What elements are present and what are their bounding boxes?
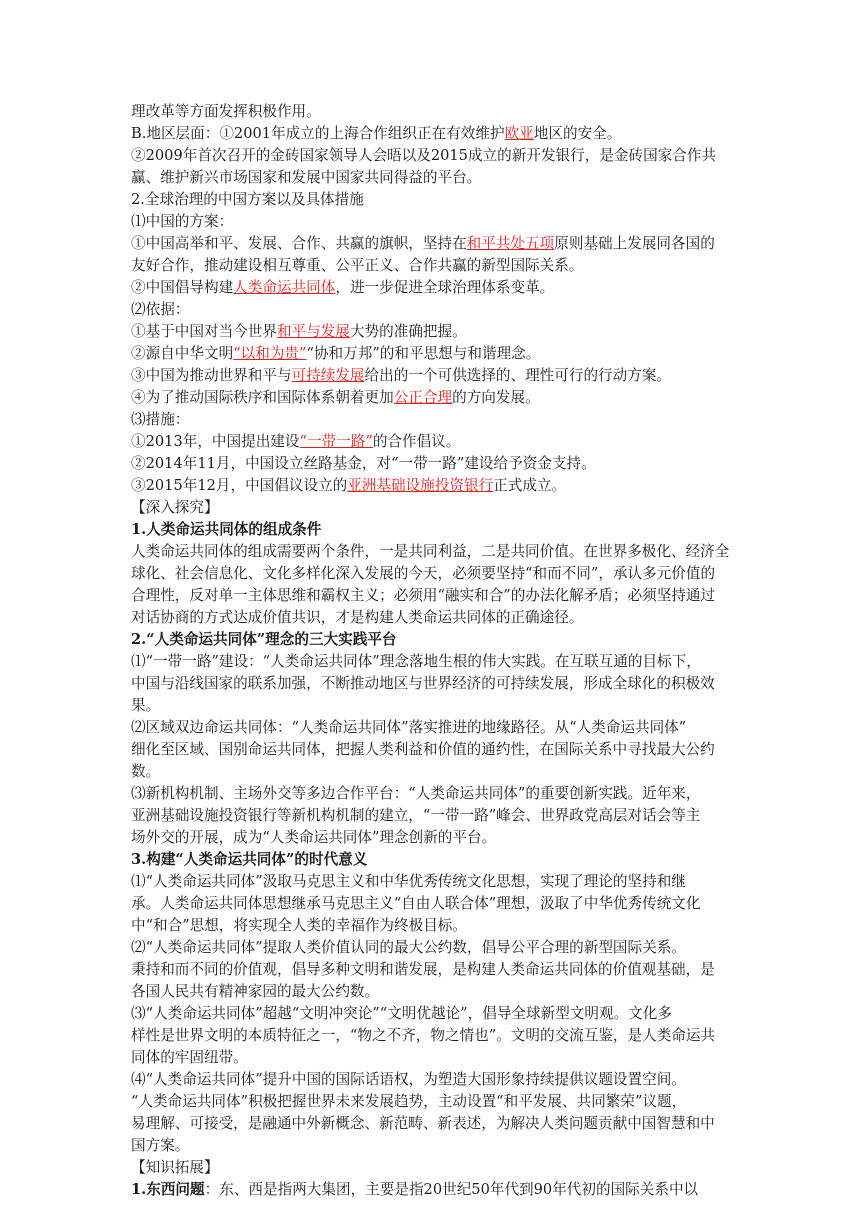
highlight-keyword: 人类命运共同体	[233, 279, 336, 296]
text-line	[131, 893, 731, 915]
text-segment: “协和万邦”的和平思想与和谐理念。	[306, 345, 541, 362]
text-segment: ⑶措施：	[131, 411, 190, 428]
text-line	[131, 233, 731, 255]
text-segment: 球化、社会信息化、文化多样化深入发展的今天，必须要坚持“和而不同”，承认多元价值的	[131, 565, 716, 582]
text-segment: 各国人民共有精神家园的最大公约数。	[131, 983, 380, 1000]
text-segment: ⑴中国的方案：	[131, 213, 234, 230]
text-segment: ①基于中国对当今世界	[131, 323, 277, 340]
text-line	[131, 1157, 731, 1179]
text-segment: ⑵区域双边命运共同体：“人类命运共同体”落实推进的地缘路径。从“人类命运共同体”	[131, 719, 687, 736]
text-line	[131, 123, 731, 145]
paragraph	[131, 211, 731, 233]
highlight-keyword: 和平共处五项	[466, 235, 555, 252]
text-line	[131, 981, 731, 1003]
text-segment: 正式成立。	[493, 477, 567, 494]
paragraph	[131, 233, 731, 277]
paragraph	[131, 1069, 731, 1157]
document-page	[131, 101, 731, 1201]
text-line	[131, 805, 731, 827]
text-segment: 2.全球治理的中国方案以及具体措施	[131, 191, 364, 208]
text-segment: ③2015年12月，中国倡议设立的	[131, 477, 348, 494]
text-segment: 承。人类命运共同体思想继承马克思主义“自由人联合体”理想，汲取了中华优秀传统文化	[131, 895, 701, 912]
text-line	[131, 211, 731, 233]
text-segment: 的合作倡议。	[372, 433, 461, 450]
text-line	[131, 519, 731, 541]
text-line	[131, 849, 731, 871]
text-line	[131, 629, 731, 651]
text-segment: “人类命运共同体”积极把握世界未来发展趋势，主动设置“和平发展、共同繁荣”议题，	[131, 1093, 687, 1110]
text-segment: 【知识拓展】	[131, 1159, 219, 1176]
text-segment: 原则基础上发展同各国的	[554, 235, 715, 252]
paragraph	[131, 343, 731, 365]
text-segment: 细化至区域、国别命运共同体，把握人类利益和价值的通约性，在国际关系中寻找最大公约	[131, 741, 715, 758]
text-line	[131, 1091, 731, 1113]
highlight-keyword: “一带一路”	[299, 433, 373, 450]
text-segment: ⑴“人类命运共同体”汲取马克思主义和中华优秀传统文化思想，实现了理论的坚持和继	[131, 873, 686, 890]
paragraph	[131, 1003, 731, 1069]
text-line	[131, 145, 731, 167]
text-segment: 理改革等方面发挥积极作用。	[131, 103, 321, 120]
paragraph	[131, 497, 731, 519]
text-segment: 易理解、可接受，是融通中外新概念、新范畴、新表述，为解决人类问题贡献中国智慧和中	[131, 1115, 715, 1132]
text-segment: ②2014年11月，中国设立丝路基金，对“一带一路”建设给予资金支持。	[131, 455, 596, 472]
text-line	[131, 167, 731, 189]
text-line	[131, 387, 731, 409]
text-line	[131, 761, 731, 783]
text-line	[131, 915, 731, 937]
text-line	[131, 1047, 731, 1069]
text-line	[131, 607, 731, 629]
highlight-keyword: 公正合理	[393, 389, 453, 406]
text-line	[131, 673, 731, 695]
text-line	[131, 827, 731, 849]
text-segment: ④为了推动国际秩序和国际体系朝着更加	[131, 389, 394, 406]
text-line	[131, 321, 731, 343]
text-segment: ②2009年首次召开的金砖国家领导人会晤以及2015成立的新开发银行，是金砖国家合作共	[131, 147, 717, 164]
paragraph	[131, 717, 731, 783]
text-line	[131, 959, 731, 981]
text-segment: 场外交的开展，成为“人类命运共同体”理念创新的平台。	[131, 829, 497, 846]
text-line	[131, 695, 731, 717]
text-line	[131, 585, 731, 607]
text-segment: ⑵依据：	[131, 301, 190, 318]
text-segment: 友好合作，推动建设相互尊重、公平正义、合作共赢的新型国际关系。	[131, 257, 584, 274]
text-line	[131, 739, 731, 761]
text-line	[131, 563, 731, 585]
paragraph	[131, 1179, 731, 1201]
paragraph	[131, 1157, 731, 1179]
text-line	[131, 937, 731, 959]
text-line	[131, 1025, 731, 1047]
text-segment: ，进一步促进全球治理体系变革。	[335, 279, 555, 296]
text-segment: 2.“人类命运共同体”理念的三大实践平台	[131, 631, 397, 648]
paragraph	[131, 145, 731, 189]
text-segment: 中国与沿线国家的联系加强，不断推动地区与世界经济的可持续发展，形成全球化的积极效	[131, 675, 715, 692]
section-heading	[131, 629, 731, 651]
text-segment: ：东、西是指两大集团，主要是指20世纪50年代到90年代初的国际关系中以	[204, 1181, 699, 1198]
text-line	[131, 717, 731, 739]
text-segment: 秉持和而不同的价值观，倡导多种文明和谐发展，是构建人类命运共同体的价值观基础，是	[131, 961, 715, 978]
text-segment: 【深入探究】	[131, 499, 219, 516]
text-segment: 的方向发展。	[452, 389, 540, 406]
text-line	[131, 431, 731, 453]
text-segment: 亚洲基础设施投资银行等新机构机制的建立，“一带一路”峰会、世界政党高层对话会等主	[131, 807, 701, 824]
text-segment: ③中国为推动世界和平与	[131, 367, 292, 384]
text-segment: 1.人类命运共同体的组成条件	[131, 521, 322, 538]
section-heading	[131, 849, 731, 871]
text-segment: ⑶“人类命运共同体”超越“文明冲突论”“文明优越论”，倡导全球新型文明观。文化多	[131, 1005, 672, 1022]
text-segment: 大势的准确把握。	[349, 323, 467, 340]
text-segment: 国方案。	[131, 1137, 190, 1154]
text-line	[131, 255, 731, 277]
text-line	[131, 365, 731, 387]
text-segment: B.地区层面：①2001年成立的上海合作组织正在有效维护	[131, 125, 505, 142]
highlight-keyword: 欧亚	[504, 125, 534, 142]
paragraph	[131, 365, 731, 387]
section-heading	[131, 519, 731, 541]
text-line	[131, 343, 731, 365]
text-line	[131, 1003, 731, 1025]
paragraph	[131, 321, 731, 343]
text-segment: ②中国倡导构建	[131, 279, 234, 296]
text-line	[131, 453, 731, 475]
text-segment: 中“和合”思想，将实现全人类的幸福作为终极目标。	[131, 917, 467, 934]
text-segment: 样性是世界文明的本质特征之一，“物之不齐，物之情也”。文明的交流互鉴，是人类命运共	[131, 1027, 716, 1044]
text-segment: ⑴“一带一路”建设：“人类命运共同体”理念落地生根的伟大实践。在互联互通的目标下，	[131, 653, 701, 670]
highlight-keyword: “以和为贵”	[233, 345, 307, 362]
text-segment: 人类命运共同体的组成需要两个条件，一是共同利益，二是共同价值。在世界多极化、经济全	[131, 543, 730, 560]
text-segment: 合理性，反对单一主体思维和霸权主义；必须用“融实和合”的办法化解矛盾；必须坚持通过	[131, 587, 716, 604]
paragraph	[131, 541, 731, 629]
paragraph	[131, 937, 731, 1003]
text-line	[131, 189, 731, 211]
paragraph	[131, 123, 731, 145]
paragraph	[131, 277, 731, 299]
paragraph	[131, 101, 731, 123]
highlight-keyword: 可持续发展	[291, 367, 365, 384]
text-line	[131, 497, 731, 519]
text-line	[131, 651, 731, 673]
text-segment: 对话协商的方式达成价值共识，才是构建人类命运共同体的正确途径。	[131, 609, 584, 626]
text-line	[131, 1113, 731, 1135]
paragraph	[131, 453, 731, 475]
text-line	[131, 475, 731, 497]
text-line	[131, 783, 731, 805]
paragraph	[131, 475, 731, 497]
paragraph	[131, 431, 731, 453]
paragraph	[131, 409, 731, 431]
text-line	[131, 1179, 731, 1201]
highlight-keyword: 亚洲基础设施投资银行	[347, 477, 494, 494]
text-line	[131, 277, 731, 299]
paragraph	[131, 387, 731, 409]
text-line	[131, 1069, 731, 1091]
paragraph	[131, 299, 731, 321]
text-segment: ②源自中华文明	[131, 345, 234, 362]
text-segment: 3.构建“人类命运共同体”的时代意义	[131, 851, 368, 868]
text-line	[131, 1135, 731, 1157]
text-segment: 同体的牢固纽带。	[131, 1049, 248, 1066]
text-segment: ⑵“人类命运共同体”提取人类价值认同的最大公约数，倡导公平合理的新型国际关系。	[131, 939, 686, 956]
text-segment: ⑷“人类命运共同体”提升中国的国际话语权，为塑造大国形象持续提供议题设置空间。	[131, 1071, 686, 1088]
text-line	[131, 101, 731, 123]
term-label: 1.东西问题	[131, 1181, 205, 1198]
text-line	[131, 299, 731, 321]
text-segment: ①2013年，中国提出建设	[131, 433, 300, 450]
text-line	[131, 871, 731, 893]
paragraph	[131, 783, 731, 849]
text-segment: ⑶新机构机制、主场外交等多边合作平台：“人类命运共同体”的重要创新实践。近年来，	[131, 785, 701, 802]
text-line	[131, 541, 731, 563]
text-line	[131, 409, 731, 431]
text-segment: 给出的一个可供选择的、理性可行的行动方案。	[364, 367, 672, 384]
paragraph	[131, 189, 731, 211]
paragraph	[131, 651, 731, 717]
text-segment: 果。	[131, 697, 161, 714]
paragraph	[131, 871, 731, 937]
text-segment: ①中国高举和平、发展、合作、共赢的旗帜，坚持在	[131, 235, 467, 252]
text-segment: 地区的安全。	[533, 125, 622, 142]
text-segment: 赢、维护新兴市场国家和发展中国家共同得益的平台。	[131, 169, 482, 186]
text-segment: 数。	[131, 763, 161, 780]
highlight-keyword: 和平与发展	[276, 323, 350, 340]
